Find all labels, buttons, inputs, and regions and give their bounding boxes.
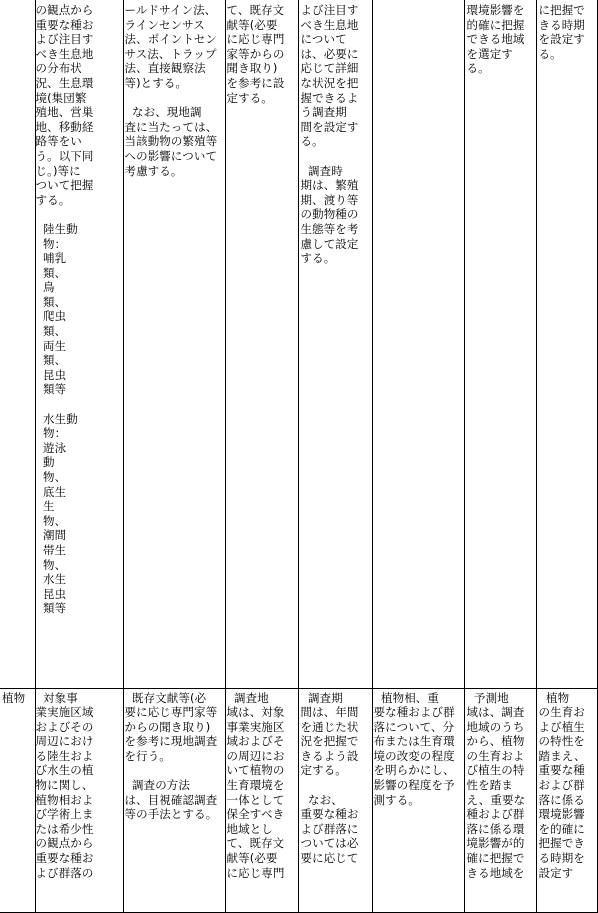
prediction-period-cell <box>536 0 597 688</box>
survey-items-text: 対象事 業実施区域 およびその 周辺におけ る陸生およ び水生の植 物に関し、 植物相およ び学術上ま たは希少性 の観点から 重要な種お よび群落の <box>35 690 94 880</box>
survey-period-cell <box>298 0 372 688</box>
prediction-period-text: に把握で きる時期 を設定す る。 <box>538 3 585 61</box>
survey-method-text: ールドサイン法、 ラインセンサス 法、ポイントセン サス法、トラップ 法、直接観察法 等)とする。 なお、現地調 査に当たっては、 当該動物の繁殖等 への影響について 考慮する。 <box>124 3 218 178</box>
survey-method-cell <box>123 688 225 912</box>
prediction-area-text: 環境影響を 的確に把握 できる地域 を選定す る。 <box>466 3 525 76</box>
prediction-area-text: 予測地 域は、調査 地域のうち から、植物 の生育およ び植生の特 性を踏ま え、重要な 種および群 落に係る環 境影響が的 確に把握で きる地域を <box>466 690 526 880</box>
survey-method-cell <box>123 0 225 688</box>
prediction-method-cell <box>372 688 464 912</box>
survey-items-cell <box>35 688 123 912</box>
table-row <box>0 688 598 912</box>
prediction-period-cell <box>536 688 597 912</box>
survey-area-cell <box>225 0 298 688</box>
category-cell <box>0 688 35 912</box>
survey-items-text: の観点から 重要な種お よび注目す べき生息地 の分布状 況、生息環 境(集団繁 殖地、営巣 地、移動経 路等をい う。以下同 じ。)等に ついて把握 する。 陸生動 物： 哺乳 類、 鳥 類、 爬虫 類、 両生 類、 昆虫 類等 水生動 物： 遊泳 動 物、 底生 生 物、 潮間 帯生 物、 水生 昆虫 類等 <box>35 3 94 616</box>
survey-area-text: 調査地 域は、対象 事業実施区 域およびそ の周辺にお いて植物の 生育環境を 一体として 保全すべき 地域とし て、既存文 献等(必要 に応じ専門 <box>226 690 285 880</box>
category-text: 植物 <box>2 690 26 705</box>
survey-area-cell <box>225 688 298 912</box>
category-cell <box>0 0 35 688</box>
survey-area-text: て、既存文 献等(必要 に応じ専門 家等からの 聞き取り) を参考に設 定する。 <box>226 3 285 105</box>
prediction-method-text <box>373 0 464 3</box>
category-text <box>0 0 35 1</box>
survey-items-cell <box>35 0 123 688</box>
prediction-method-cell <box>372 0 464 688</box>
survey-period-text: 調査期 間は、年間 を通じた状 況を把握で きるよう設 定する。 なお、 重要な種お よび群落に ついては必 要に応じて <box>300 690 359 866</box>
prediction-area-cell <box>464 688 536 912</box>
prediction-period-text: 植物 の生育お よび植生 の特性を 踏まえ、 重要な種 および群 落に係る 環境影響 を的確に 把握でき る時期を 設定す <box>538 690 586 880</box>
survey-method-text: 既存文献等(必 要に応じ専門家等 からの聞き取り) を参考に現地調査 を行う。 調査の方法 は、目視確認調査 等の手法とする。 <box>124 690 218 822</box>
survey-period-text: よび注目す べき生息地 について は、必要に 応じて詳細 な状況を把 握できるよ う調査期 間を設定す る。 調査時 期は、繁殖 期、渡り等 の動物種の 生態等を考 慮して設定 する。 <box>300 3 359 266</box>
survey-period-cell <box>298 688 372 912</box>
prediction-method-text: 植物相、重 要な種および群 落について、分 布または生育環 境の改変の程度 を明らかにし、 影響の程度を予 測する。 <box>373 690 455 807</box>
prediction-area-cell <box>464 0 536 688</box>
